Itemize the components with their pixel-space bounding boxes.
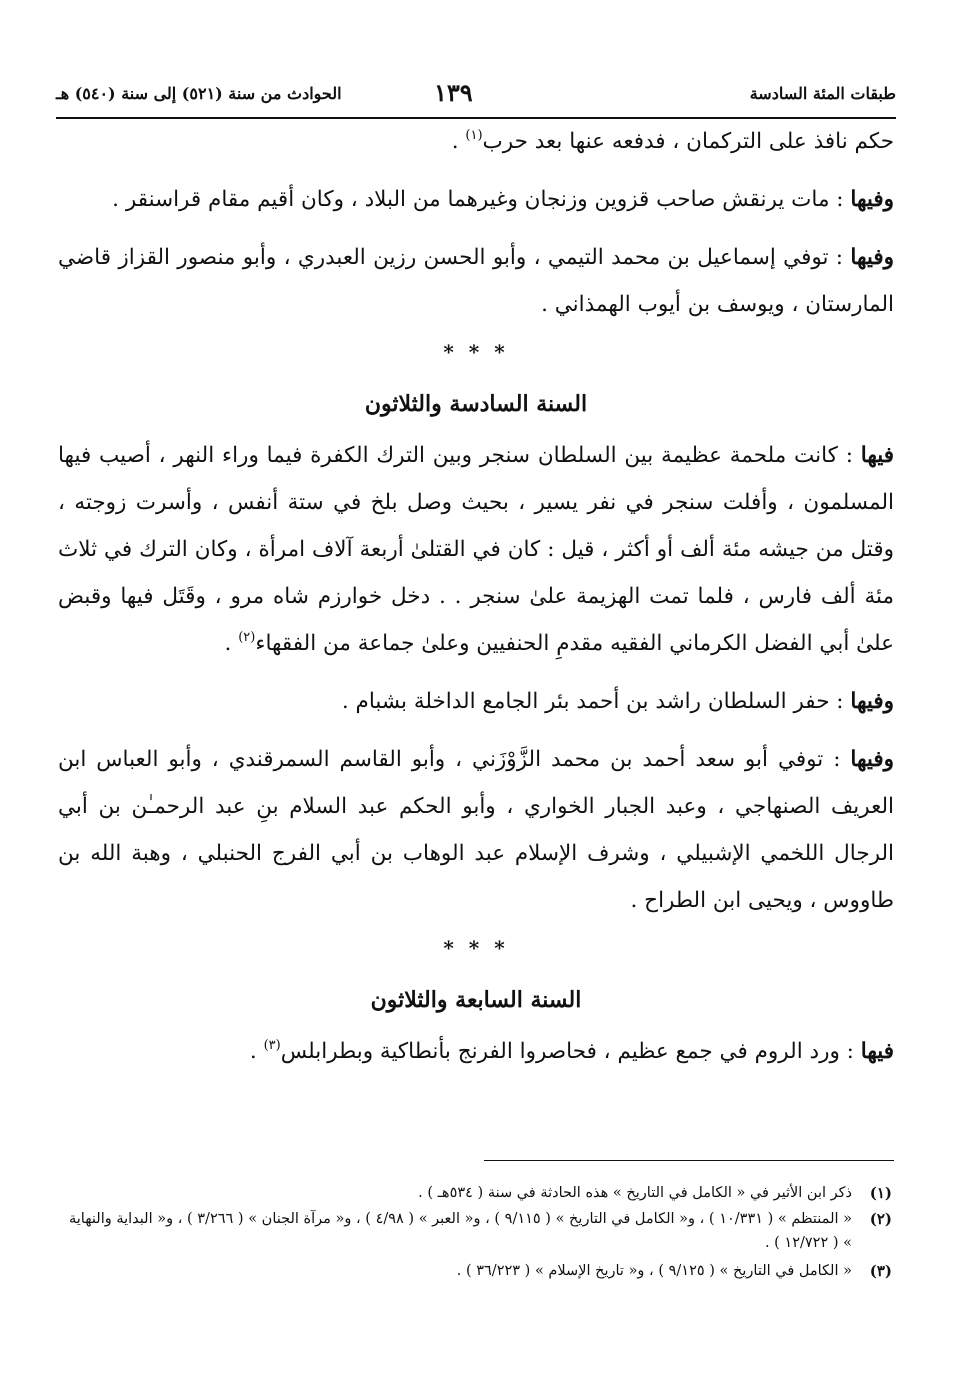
paragraph-lead: فيها xyxy=(860,1039,894,1064)
page-body xyxy=(58,118,894,1075)
footnote-rule xyxy=(484,1160,894,1161)
book-title: طبقات المئة السادسة xyxy=(749,84,896,103)
paragraph-lead: وفيها xyxy=(850,245,894,270)
footnote-ref-2[interactable]: (٢) xyxy=(238,630,256,645)
paragraph-lead: وفيها xyxy=(850,689,894,714)
section-title: الحوادث من سنة (٥٢١) إلى سنة (٥٤٠) هـ xyxy=(56,84,342,103)
footnote-number: (٣) xyxy=(869,1262,892,1280)
footnote xyxy=(58,1207,894,1255)
event-paragraph: وفيها : حفر السلطان راشد بن أحمد بئر الجامع الداخلة بشبام . xyxy=(341,689,894,714)
paragraph-lead: فيها xyxy=(860,443,894,468)
footnotes xyxy=(58,1181,894,1285)
footnote-text: « الكامل في التاريخ » ( ٩/١٢٥ ) ، و« تاريخ الإسلام » ( ٣٦/٢٢٣ ) . xyxy=(456,1263,852,1279)
footnote xyxy=(58,1259,894,1283)
deaths-paragraph: وفيها : توفي إسماعيل بن محمد التيمي ، وأبو الحسن رزين العبدري ، وأبو منصور القزاز قاضي المارستان ، ويوسف بن أيوب الهمذاني . xyxy=(58,245,894,317)
footnote-number: (٢) xyxy=(869,1210,892,1228)
footnote-ref-3[interactable]: (٣) xyxy=(263,1038,281,1053)
footnote-text: ذكر ابن الأثير في « الكامل في التاريخ » هذه الحادثة في سنة ( ٥٣٤هـ ) . xyxy=(418,1185,852,1201)
footnote xyxy=(58,1181,894,1205)
running-header xyxy=(56,78,896,108)
footnote-number: (١) xyxy=(869,1184,892,1202)
footnote-text: « المنتظم » ( ١٠/٣٣١ ) ، و« الكامل في التاريخ » ( ٩/١١٥ ) ، و« العبر » ( ٤/٩٨ ) ، و« مرآة الجنان » ( ٣/٢٦٦ ) ، و« البداية والنهاية » ( ١٢/٧٢٢ ) . xyxy=(69,1211,852,1251)
section-separator: * * * xyxy=(443,936,509,960)
paragraph-lead: وفيها xyxy=(850,747,894,772)
section-separator: * * * xyxy=(443,340,509,364)
year-heading-36: السنة السادسة والثلاثون xyxy=(364,391,588,417)
intro-line: حكم نافذ على التركمان ، فدفعه عنها بعد حرب$^{(١)}$ . xyxy=(451,128,894,154)
event-paragraph: وفيها : مات يرنقش صاحب قزوين وزنجان وغيرهما من البلاد ، وكان أقيم مقام قراسنقر . xyxy=(112,187,894,212)
deaths-paragraph: وفيها : توفي أبو سعد أحمد بن محمد الزَّوْزَني ، وأبو القاسم السمرقندي ، وأبو العباس ابن العريف الصنهاجي ، وعبد الجبار الخواري ، وأبو الحكم عبد السلام بنِ عبد الرحمـٰن بن أبي الرجال اللخمي الإشبيلي ، وشرف الإسلام عبد الوهاب بن أبي الفرج الحنبلي ، وهبة الله بن طاووس ، ويحيى ابن الطراح . xyxy=(58,747,894,913)
year-heading-37: السنة السابعة والثلاثون xyxy=(370,987,582,1013)
paragraph-lead: وفيها xyxy=(850,187,894,212)
event-paragraph: فيها : كانت ملحمة عظيمة بين السلطان سنجر وبين الترك الكفرة فيما وراء النهر ، أصيب فيها المسلمون ، وأفلت سنجر في نفر يسير ، بحيث وصل بلخ في ستة أنفس ، وأسرت زوجته ، وقتل من جيشه مئة ألف أو أكثر ، قيل : كان في القتلىٰ أربعة آلاف امرأة ، وكان الترك في ثلاث مئة ألف فارس ، فلما تمت الهزيمة علىٰ سنجر . . دخل خوارزم شاه مرو ، وقَتَل فيها وقبض علىٰ أبي الفضل الكرماني الفقيه مقدمِ الحنفيين وعلىٰ جماعة من الفقهاء$^{(٢)}$ . xyxy=(58,443,894,656)
event-paragraph: فيها : ورد الروم في جمع عظيم ، فحاصروا الفرنج بأنطاكية وبطرابلس$^{(٣)}$ . xyxy=(249,1038,894,1064)
page-number: ١٣٩ xyxy=(434,78,473,107)
footnote-ref-1[interactable]: (١) xyxy=(465,128,483,143)
